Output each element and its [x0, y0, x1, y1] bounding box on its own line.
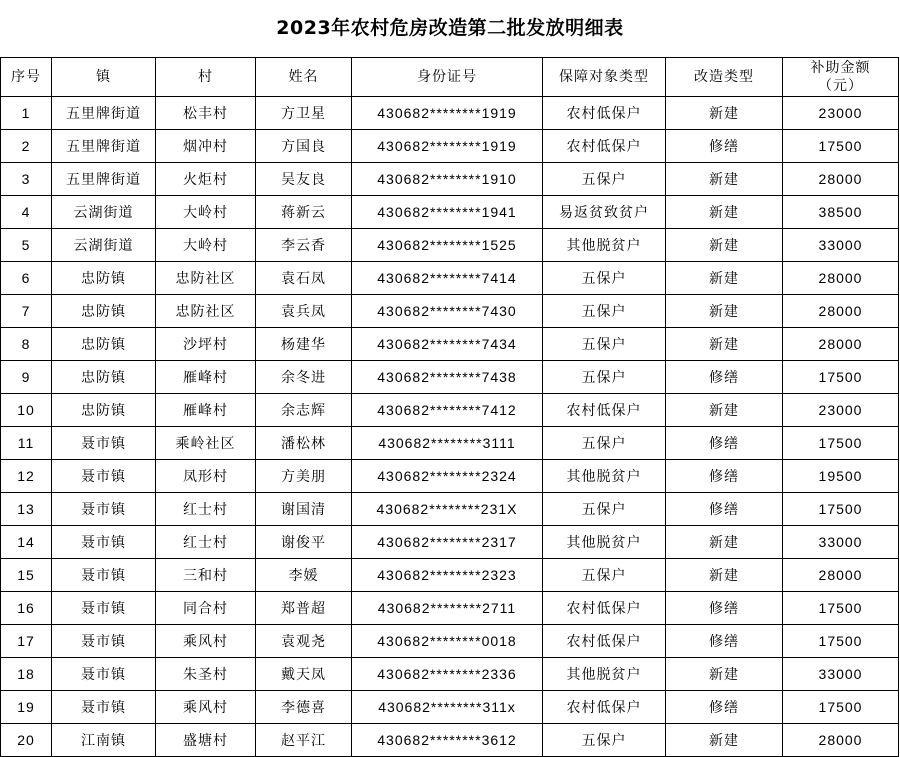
table-row [1, 130, 899, 163]
cell-renovation-type: 新建 [666, 724, 783, 757]
cell-category: 其他脱贫户 [543, 658, 666, 691]
cell-id-number: 430682********7412 [352, 394, 543, 427]
cell-renovation-type: 新建 [666, 559, 783, 592]
cell-amount: 17500 [783, 691, 899, 724]
cell-seq: 11 [1, 427, 52, 460]
cell-amount: 17500 [783, 130, 899, 163]
cell-town: 聂市镇 [52, 493, 156, 526]
cell-seq: 14 [1, 526, 52, 559]
cell-id-number: 430682********0018 [352, 625, 543, 658]
header-town: 镇 [52, 58, 156, 97]
cell-id-number: 430682********7438 [352, 361, 543, 394]
cell-renovation-type: 新建 [666, 295, 783, 328]
cell-category: 五保户 [543, 295, 666, 328]
cell-id-number: 430682********311x [352, 691, 543, 724]
cell-town: 忠防镇 [52, 262, 156, 295]
cell-name: 谢国清 [256, 493, 352, 526]
cell-village: 乘风村 [156, 691, 256, 724]
cell-name: 郑普超 [256, 592, 352, 625]
cell-amount: 19500 [783, 460, 899, 493]
cell-id-number: 430682********1919 [352, 97, 543, 130]
cell-amount: 33000 [783, 229, 899, 262]
cell-category: 其他脱贫户 [543, 460, 666, 493]
table-row [1, 691, 899, 724]
cell-seq: 20 [1, 724, 52, 757]
cell-amount: 28000 [783, 328, 899, 361]
cell-category: 五保户 [543, 328, 666, 361]
cell-renovation-type: 新建 [666, 196, 783, 229]
cell-amount: 33000 [783, 526, 899, 559]
cell-amount: 28000 [783, 559, 899, 592]
cell-category: 易返贫致贫户 [543, 196, 666, 229]
cell-amount: 38500 [783, 196, 899, 229]
table-row [1, 97, 899, 130]
cell-name: 余志辉 [256, 394, 352, 427]
cell-renovation-type: 修缮 [666, 460, 783, 493]
cell-town: 聂市镇 [52, 592, 156, 625]
cell-village: 乘岭社区 [156, 427, 256, 460]
cell-amount: 23000 [783, 97, 899, 130]
cell-seq: 19 [1, 691, 52, 724]
cell-seq: 13 [1, 493, 52, 526]
table-row [1, 526, 899, 559]
table-row [1, 262, 899, 295]
cell-town: 五里牌街道 [52, 97, 156, 130]
cell-town: 江南镇 [52, 724, 156, 757]
cell-town: 聂市镇 [52, 460, 156, 493]
cell-name: 方美朋 [256, 460, 352, 493]
cell-town: 忠防镇 [52, 295, 156, 328]
cell-id-number: 430682********2323 [352, 559, 543, 592]
table-row [1, 229, 899, 262]
cell-seq: 7 [1, 295, 52, 328]
subsidy-table [0, 57, 899, 757]
cell-id-number: 430682********2711 [352, 592, 543, 625]
cell-village: 忠防社区 [156, 262, 256, 295]
cell-id-number: 430682********3612 [352, 724, 543, 757]
header-name: 姓名 [256, 58, 352, 97]
cell-village: 松丰村 [156, 97, 256, 130]
cell-village: 红士村 [156, 493, 256, 526]
cell-renovation-type: 新建 [666, 229, 783, 262]
cell-amount: 23000 [783, 394, 899, 427]
cell-category: 五保户 [543, 427, 666, 460]
cell-town: 聂市镇 [52, 559, 156, 592]
page-title: 2023年农村危房改造第二批发放明细表 [276, 17, 624, 39]
cell-name: 杨建华 [256, 328, 352, 361]
cell-renovation-type: 新建 [666, 394, 783, 427]
table-row [1, 559, 899, 592]
cell-amount: 28000 [783, 295, 899, 328]
cell-name: 袁观尧 [256, 625, 352, 658]
cell-village: 盛塘村 [156, 724, 256, 757]
cell-category: 五保户 [543, 262, 666, 295]
table-row [1, 427, 899, 460]
cell-renovation-type: 新建 [666, 163, 783, 196]
cell-renovation-type: 新建 [666, 658, 783, 691]
cell-name: 蒋新云 [256, 196, 352, 229]
cell-name: 袁兵凤 [256, 295, 352, 328]
cell-seq: 12 [1, 460, 52, 493]
cell-category: 五保户 [543, 163, 666, 196]
table-row [1, 724, 899, 757]
cell-name: 方国良 [256, 130, 352, 163]
cell-renovation-type: 修缮 [666, 130, 783, 163]
cell-seq: 16 [1, 592, 52, 625]
header-category: 保障对象类型 [543, 58, 666, 97]
header-amount-line2: （元） [818, 78, 863, 94]
cell-id-number: 430682********2324 [352, 460, 543, 493]
cell-village: 雁峰村 [156, 361, 256, 394]
table-row [1, 592, 899, 625]
cell-seq: 1 [1, 97, 52, 130]
cell-town: 聂市镇 [52, 526, 156, 559]
cell-village: 红士村 [156, 526, 256, 559]
cell-seq: 18 [1, 658, 52, 691]
cell-village: 朱圣村 [156, 658, 256, 691]
cell-town: 五里牌街道 [52, 163, 156, 196]
cell-category: 农村低保户 [543, 394, 666, 427]
cell-renovation-type: 新建 [666, 526, 783, 559]
cell-amount: 17500 [783, 493, 899, 526]
table-row [1, 493, 899, 526]
cell-seq: 15 [1, 559, 52, 592]
cell-category: 五保户 [543, 724, 666, 757]
table-body [1, 97, 899, 757]
cell-category: 其他脱贫户 [543, 526, 666, 559]
cell-village: 大岭村 [156, 196, 256, 229]
cell-name: 李云香 [256, 229, 352, 262]
header-amount [783, 58, 899, 97]
cell-renovation-type: 新建 [666, 262, 783, 295]
cell-amount: 33000 [783, 658, 899, 691]
cell-id-number: 430682********7414 [352, 262, 543, 295]
cell-renovation-type: 修缮 [666, 625, 783, 658]
cell-renovation-type: 新建 [666, 328, 783, 361]
cell-town: 忠防镇 [52, 328, 156, 361]
cell-name: 吴友良 [256, 163, 352, 196]
cell-village: 乘风村 [156, 625, 256, 658]
cell-amount: 17500 [783, 361, 899, 394]
cell-category: 农村低保户 [543, 625, 666, 658]
cell-amount: 28000 [783, 724, 899, 757]
cell-town: 聂市镇 [52, 427, 156, 460]
cell-village: 沙坪村 [156, 328, 256, 361]
header-id: 身份证号 [352, 58, 543, 97]
cell-amount: 17500 [783, 625, 899, 658]
cell-renovation-type: 修缮 [666, 493, 783, 526]
cell-category: 五保户 [543, 361, 666, 394]
cell-id-number: 430682********2317 [352, 526, 543, 559]
cell-village: 同合村 [156, 592, 256, 625]
cell-seq: 9 [1, 361, 52, 394]
cell-renovation-type: 修缮 [666, 361, 783, 394]
cell-seq: 5 [1, 229, 52, 262]
cell-name: 余冬进 [256, 361, 352, 394]
table-row [1, 328, 899, 361]
cell-name: 谢俊平 [256, 526, 352, 559]
cell-category: 农村低保户 [543, 691, 666, 724]
cell-village: 三和村 [156, 559, 256, 592]
cell-id-number: 430682********1910 [352, 163, 543, 196]
cell-seq: 2 [1, 130, 52, 163]
cell-amount: 17500 [783, 592, 899, 625]
cell-id-number: 430682********7430 [352, 295, 543, 328]
cell-renovation-type: 修缮 [666, 691, 783, 724]
cell-category: 其他脱贫户 [543, 229, 666, 262]
table-row [1, 163, 899, 196]
cell-seq: 10 [1, 394, 52, 427]
cell-village: 大岭村 [156, 229, 256, 262]
cell-name: 李媛 [256, 559, 352, 592]
cell-seq: 8 [1, 328, 52, 361]
header-seq: 序号 [1, 58, 52, 97]
table-row [1, 625, 899, 658]
table-row [1, 394, 899, 427]
cell-renovation-type: 修缮 [666, 592, 783, 625]
cell-town: 聂市镇 [52, 658, 156, 691]
header-amount-line1: 补助金额 [810, 60, 871, 76]
cell-id-number: 430682********1525 [352, 229, 543, 262]
cell-name: 赵平江 [256, 724, 352, 757]
cell-category: 五保户 [543, 493, 666, 526]
table-header-row [1, 58, 899, 97]
cell-id-number: 430682********231X [352, 493, 543, 526]
table-row [1, 361, 899, 394]
cell-name: 袁石凤 [256, 262, 352, 295]
table-row [1, 658, 899, 691]
cell-id-number: 430682********7434 [352, 328, 543, 361]
cell-amount: 28000 [783, 262, 899, 295]
cell-town: 忠防镇 [52, 361, 156, 394]
cell-name: 李德喜 [256, 691, 352, 724]
cell-category: 农村低保户 [543, 130, 666, 163]
cell-id-number: 430682********2336 [352, 658, 543, 691]
cell-seq: 6 [1, 262, 52, 295]
cell-id-number: 430682********1919 [352, 130, 543, 163]
table-row [1, 295, 899, 328]
cell-village: 雁峰村 [156, 394, 256, 427]
cell-category: 农村低保户 [543, 592, 666, 625]
cell-id-number: 430682********3111 [352, 427, 543, 460]
cell-village: 忠防社区 [156, 295, 256, 328]
table-row [1, 196, 899, 229]
cell-amount: 28000 [783, 163, 899, 196]
cell-renovation-type: 修缮 [666, 427, 783, 460]
cell-id-number: 430682********1941 [352, 196, 543, 229]
cell-town: 忠防镇 [52, 394, 156, 427]
cell-village: 烟冲村 [156, 130, 256, 163]
header-type: 改造类型 [666, 58, 783, 97]
cell-village: 凤形村 [156, 460, 256, 493]
cell-town: 聂市镇 [52, 625, 156, 658]
cell-name: 潘松林 [256, 427, 352, 460]
cell-town: 五里牌街道 [52, 130, 156, 163]
cell-category: 农村低保户 [543, 97, 666, 130]
cell-seq: 17 [1, 625, 52, 658]
cell-village: 火炬村 [156, 163, 256, 196]
table-row [1, 460, 899, 493]
cell-name: 戴天凤 [256, 658, 352, 691]
cell-seq: 3 [1, 163, 52, 196]
header-village: 村 [156, 58, 256, 97]
cell-name: 方卫星 [256, 97, 352, 130]
cell-category: 五保户 [543, 559, 666, 592]
cell-amount: 17500 [783, 427, 899, 460]
cell-town: 云湖街道 [52, 196, 156, 229]
cell-town: 云湖街道 [52, 229, 156, 262]
cell-seq: 4 [1, 196, 52, 229]
cell-town: 聂市镇 [52, 691, 156, 724]
cell-renovation-type: 新建 [666, 97, 783, 130]
